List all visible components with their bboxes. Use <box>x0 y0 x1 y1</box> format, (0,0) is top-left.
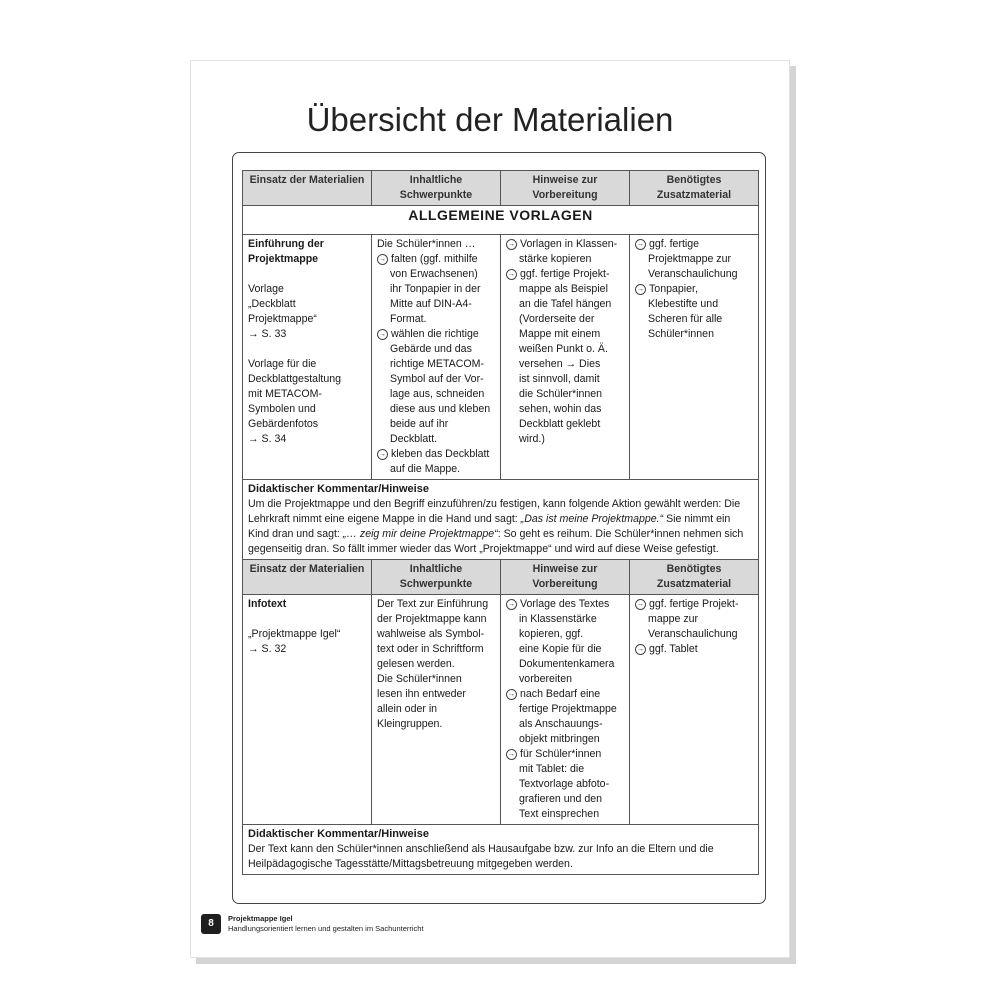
text-line: Text einsprechen <box>519 808 600 820</box>
section-title: ALLGEMEINE VORLAGEN <box>243 206 759 235</box>
text-line: richtige METACOM- <box>390 358 484 370</box>
text-line: wahlweise als Symbol- <box>377 628 485 640</box>
material-lines <box>248 357 366 447</box>
header-row-1 <box>243 171 759 206</box>
comment-part: Sie nimmt ein Kind dran und sagt: <box>248 513 731 540</box>
text-line: Mitte auf DIN-A4- <box>390 298 472 310</box>
cell-extra-material <box>630 595 759 825</box>
material-title: Infotext <box>248 598 287 610</box>
focus-intro: Die Schüler*innen … <box>377 238 476 250</box>
preparation-bullets <box>506 237 624 447</box>
text-line: (Vorderseite der <box>519 313 595 325</box>
text-line: ist sinnvoll, damit <box>519 373 600 385</box>
text-line: ggf. fertige Projekt- <box>520 268 610 280</box>
text-line: Deckblatt geklebt <box>519 418 601 430</box>
text-line: Gebärdenfotos <box>248 418 319 430</box>
text-line: Symbol auf der Vor- <box>390 373 484 385</box>
text-line: → S. 34 <box>248 433 287 445</box>
text-line: Kleingruppen. <box>377 718 443 730</box>
didactic-comment <box>243 480 759 560</box>
circled-arrow-icon: → <box>379 451 386 458</box>
text-line: Dokumentenkamera <box>519 658 615 670</box>
text-line: lage aus, schneiden <box>390 388 485 400</box>
text-line: diese aus und kleben <box>390 403 491 415</box>
comment-row <box>243 825 759 875</box>
cell-material <box>243 235 372 480</box>
material-title: Einführung der Projektmappe <box>248 238 324 265</box>
circled-arrow-icon: → <box>508 691 515 698</box>
comment-row <box>243 480 759 560</box>
list-item <box>635 597 753 642</box>
text-line: kopieren, ggf. <box>519 628 584 640</box>
list-item <box>377 252 495 327</box>
didactic-comment <box>243 825 759 875</box>
cell-focus <box>372 235 501 480</box>
cell-material <box>243 595 372 825</box>
text-line: Deckblattgestaltung <box>248 373 342 385</box>
cell-extra-material <box>630 235 759 480</box>
text-line: als Anschauungs- <box>519 718 603 730</box>
text-line: Symbolen und <box>248 403 316 415</box>
text-line: Mappe mit einem <box>519 328 601 340</box>
footer-text <box>228 914 424 934</box>
text-line: falten (ggf. mithilfe <box>391 253 478 265</box>
circled-arrow-icon: → <box>637 286 644 293</box>
header-cell: Einsatz der Materialien <box>243 171 372 206</box>
comment-part: : So geht es reihum. Die Schüler*innen nehmen sich gegenseitig dran. So fällt immer wieder das Wort „Projektmappe“ und wird auf diese Weise gefestigt. <box>248 528 744 555</box>
circled-arrow-icon: → <box>637 646 644 653</box>
preparation-bullets <box>506 597 624 822</box>
book-subtitle: Handlungsorientiert lernen und gestalten im Sachunterricht <box>228 924 424 933</box>
text-line: objekt mitbringen <box>519 733 600 745</box>
text-line: für Schüler*innen <box>520 748 602 760</box>
text-line: Veranschaulichung <box>648 268 738 280</box>
circled-arrow-icon: → <box>379 256 386 263</box>
materials-frame <box>232 152 766 904</box>
text-line: mit Tablet: die <box>519 763 585 775</box>
comment-part: Um die Projektmappe und den Begriff einzuführen/zu festigen, kann folgende Aktion gewählt werden: Die Lehrkraft nimmt eine eigene Mappe in die Hand und sagt: <box>248 498 741 525</box>
comment-title: Didaktischer Kommentar/Hinweise <box>248 483 429 495</box>
text-line: versehen → Dies <box>519 358 601 370</box>
header-cell: Inhaltliche Schwerpunkte <box>372 560 501 595</box>
page-footer <box>201 914 424 934</box>
material-lines <box>248 627 366 657</box>
focus-bullets <box>377 252 495 477</box>
text-line: Format. <box>390 313 427 325</box>
page-title: Übersicht der Materialien <box>306 101 674 138</box>
text-line: weißen Punkt o. Ä. <box>519 343 608 355</box>
text-line: kleben das Deckblatt <box>391 448 490 460</box>
circled-arrow-icon: → <box>508 271 515 278</box>
text-line: → S. 33 <box>248 328 287 340</box>
focus-lines <box>377 597 495 732</box>
table-row <box>243 595 759 825</box>
text-line: grafieren und den <box>519 793 603 805</box>
list-item <box>377 327 495 447</box>
list-item <box>635 237 753 282</box>
text-line: Scheren für alle <box>648 313 723 325</box>
text-line: wird.) <box>519 433 545 445</box>
circled-arrow-icon: → <box>508 751 515 758</box>
text-line: Klebestifte und <box>648 298 719 310</box>
text-line: allein oder in <box>377 703 438 715</box>
text-line: mit METACOM- <box>248 388 322 400</box>
circled-arrow-icon: → <box>508 241 515 248</box>
list-item <box>377 447 495 477</box>
list-item <box>506 237 624 267</box>
text-line: von Erwachsenen) <box>390 268 478 280</box>
text-line: die Schüler*innen <box>519 388 603 400</box>
text-line: beide auf ihr <box>390 418 449 430</box>
text-line: gelesen werden. <box>377 658 455 670</box>
text-line: fertige Projektmappe <box>519 703 617 715</box>
text-line: Vorlage des Textes <box>520 598 610 610</box>
table-row <box>243 235 759 480</box>
cell-preparation <box>501 595 630 825</box>
text-line: Schüler*innen <box>648 328 714 340</box>
extra-material-bullets <box>635 237 753 342</box>
text-line: Gebärde und das <box>390 343 472 355</box>
text-line: mappe als Beispiel <box>519 283 608 295</box>
header-cell: Benötigtes Zusatzmaterial <box>630 560 759 595</box>
text-line: eine Kopie für die <box>519 643 602 655</box>
list-item <box>635 642 753 657</box>
comment-quote: „Das ist meine Projektmappe.“ <box>520 513 664 525</box>
text-line: stärke kopieren <box>519 253 592 265</box>
text-line: Die Schüler*innen <box>377 673 462 685</box>
list-item <box>635 282 753 342</box>
text-line: Der Text zur Einführung <box>377 598 489 610</box>
text-line: ggf. Tablet <box>649 643 698 655</box>
text-line: in Klassenstärke <box>519 613 597 625</box>
page-number: 8 <box>201 914 221 934</box>
text-line: ihr Tonpapier in der <box>390 283 481 295</box>
text-line: → S. 32 <box>248 643 287 655</box>
text-line: der Projektmappe kann <box>377 613 487 625</box>
text-line: Vorlage <box>248 283 284 295</box>
text-line: Tonpapier, <box>649 283 698 295</box>
text-line: text oder in Schriftform <box>377 643 484 655</box>
comment-title: Didaktischer Kommentar/Hinweise <box>248 828 429 840</box>
text-line: wählen die richtige <box>391 328 479 340</box>
comment-text <box>248 497 753 557</box>
text-line: sehen, wohin das <box>519 403 602 415</box>
list-item <box>506 267 624 447</box>
text-line: Veranschaulichung <box>648 628 738 640</box>
header-cell: Hinweise zur Vorbereitung <box>501 560 630 595</box>
text-line: ggf. fertige <box>649 238 700 250</box>
text-line: Textvorlage abfoto- <box>519 778 610 790</box>
text-line: Vorlagen in Klassen- <box>520 238 618 250</box>
text-line: mappe zur <box>648 613 699 625</box>
extra-material-bullets <box>635 597 753 657</box>
document-page <box>190 60 790 958</box>
header-cell: Einsatz der Materialien <box>243 560 372 595</box>
header-cell: Hinweise zur Vorbereitung <box>501 171 630 206</box>
header-row-2 <box>243 560 759 595</box>
materials-table <box>242 170 759 875</box>
circled-arrow-icon: → <box>637 601 644 608</box>
list-item <box>506 747 624 822</box>
section-row <box>243 206 759 235</box>
cell-focus <box>372 595 501 825</box>
header-cell: Benötigtes Zusatzmaterial <box>630 171 759 206</box>
book-title: Projektmappe Igel <box>228 914 293 923</box>
header-cell: Inhaltliche Schwerpunkte <box>372 171 501 206</box>
text-line: „Projektmappe Igel“ <box>248 628 341 640</box>
text-line: Deckblatt. <box>390 433 438 445</box>
text-line: Vorlage für die <box>248 358 317 370</box>
text-line: nach Bedarf eine <box>520 688 601 700</box>
material-lines <box>248 282 366 342</box>
text-line: Projektmappe“ <box>248 313 317 325</box>
cell-preparation <box>501 235 630 480</box>
circled-arrow-icon: → <box>637 241 644 248</box>
list-item <box>506 597 624 687</box>
comment-text: Der Text kann den Schüler*innen anschließend als Hausaufgabe bzw. zur Info an die Eltern und die Heilpädagogische Tagesstätte/Mittagsbetreuung mitgegeben werden. <box>248 843 714 870</box>
text-line: an die Tafel hängen <box>519 298 612 310</box>
list-item <box>506 687 624 747</box>
text-line: vorbereiten <box>519 673 572 685</box>
text-line: auf die Mappe. <box>390 463 461 475</box>
text-line: lesen ihn entweder <box>377 688 466 700</box>
text-line: Projektmappe zur <box>648 253 732 265</box>
text-line: „Deckblatt <box>248 298 296 310</box>
text-line: ggf. fertige Projekt- <box>649 598 739 610</box>
circled-arrow-icon: → <box>379 331 386 338</box>
circled-arrow-icon: → <box>508 601 515 608</box>
comment-quote: „… zeig mir deine Projektmappe“ <box>342 528 498 540</box>
